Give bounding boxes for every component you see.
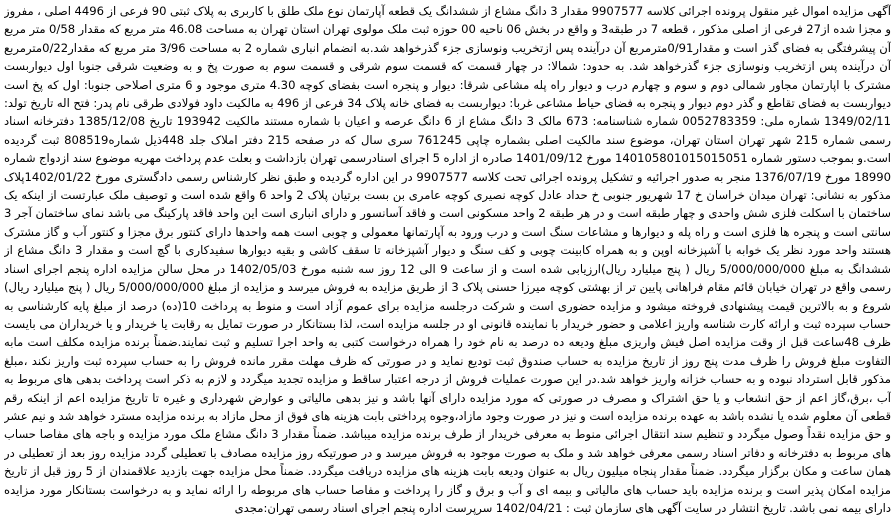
auction-notice-text: آگهی مزایده اموال غیر منقول پرونده اجرائی کلاسه 9907577 مقدار 3 دانگ مشاع از ششدانگ یک قطعه آپارتمان نوع ملک طلق با کاربری به پلاک ثبتی 90 فرعی از 4496 اصلی ، مفروز و مجزا شده از27 فرعی از اصلی مذکور ، قطعه 7 در طبقه3 و واقع در بخش 06 ناحیه 00 حوزه ثبت ملک مولوی تهران استان تهران به مساحت 46.08 متر مربع که مقدار 0/58 متر مربع آن پیشرفتگی به فضای گذر است و مقدار0/91مترمربع آن درآینده پس ازتخریب ونوسازی جزء گذرخواهد شد.به انضمام انباری شماره 2 به مساحت 3/96 متر مربع که مقدار0/22مترمربع آن درآینده پس ازتخریب ونوسازی جزء گذرخواهد شد. به حدود: شمالا: در چهار قسمت که قسمت سوم شرقی و قسمت سوم به صورت پخ و به وضعیت شرقی جنوبا اول دیواربست مشترک با اپارتمان مجاور شمالی دوم و سوم و چهارم درب و دیوار راه پله مشاعی شرقا: دیوار و پنجره است بفضای کوچه 4.30 متری موجود و 6 متری اصلاحی جنوبا: اول که پخ است دیواربست به فضای تقاطع و گذر دوم دیوار و پنجره به فضای حیاط مشاعی غربا: دیواربست به فضای خانه پلاک 34 فرعی از 496 به مالکیت داود فولادی طرقی نام پدر: فتح اله تاریخ تولد: 1349/02/11 شماره ملی: 0052783359 شماره شناسنامه: 673 مالک 3 دانگ مشاع از 6 دانگ عرصه و اعیان با شماره مستند مالکیت 193942 تاریخ 1385/12/08 دفترخانه اسناد رسمی شماره 215 شهر تهران استان تهران، موضوع سند مالکیت اصلی بشماره چاپی 761245 سری سال که در صفحه 215 دفتر املاک جلد 448ذیل شماره808519 ثبت گردیده است.و بموجب دستور شماره 140105801015015051 مورخ 1401/09/12 صادره از اداره 5 اجرای اسنادرسمی تهران بازداشت و بعلت عدم پرداخت مهریه موضوع سند ازدواج شماره 18990 مورخ 1376/07/19 منجر به صدور اجرائیه و تشکیل پرونده اجرائی تحت کلاسه 9907577 در این اداره گردیده و طبق نظر کارشناس رسمی دادگستری مورخ 1402/01/22پلاک مذکور به نشانی: تهران میدان خراسان خ 17 شهریور جنوبی خ حداد عادل کوچه نصیری کوچه عامری بن بست برتیان پلاک 2 واحد 6 واقع شده است و توصیف ملک عبارتست از اینکه یک ساختمان با اسکلت فلزی شش واحدی و چهار طبقه است و در هر طبقه 2 واحد مسکونی است و فاقد آسانسور و دارای انباری است این واحد فاقد پارکینگ می باشد نمای ساختمان آجر 3 سانتی است و پنجره ها فلزی است و راه پله و دیوارها و مشاعات سنگ است و درب ورود به آپارتمانها معمولی و چوبی است همه واحدها دارای کنتور برق مجزا و کنتور آب و گاز مشترک هستند واحد مورد نظر یک خوابه با آشپزخانه اوپن و به همراه کابینت چوبی و کف سنگ و دیوار آشپزخانه تا سقف کاشی و بقیه دیوارها سفیدکاری با گچ است و مقدار 3 دانگ مشاع از ششدانگ به مبلغ 5/000/000/000 ریال ( پنج میلیارد ریال)ارزیابی شده است و از ساعت 9 الی 12 روز سه شنبه مورخ 1402/05/03 در محل سالن مزایده اداره پنجم اجرای اسناد رسمی واقع در تهران خیابان قائم مقام فراهانی پایین تر از بهشتی کوچه میرزا حسنی پلاک 3 از طریق مزایده به فروش میرسد و مزایده از مبلغ 5/000/000/000 ریال ( پنج میلیارد ریال) شروع و به بالاترین قیمت پیشنهادی فروخته میشود و مزایده حضوری است و شرکت درجلسه مزایده برای عموم آزاد است و منوط به پرداخت 10(ده) درصد از مبلغ پایه کارشناسی به حساب سپرده ثبت و ارائه کارت شناسه واریز اعلامی و حضور خریدار با نماینده قانونی او در جلسه مزایده است، لذا بستانکار در صورت تمایل به رقابت یا خریدار و یا خریداران می بایست ظرف 48ساعت قبل از وقت مزایده اصل فیش واریزی مبلغ ودیعه ده درصد به نام خود را همراه درخواست کتبی به واحد اجرا تسلیم و ثبت نمایند.ضمناً برنده مزایده مکلف است مابه التفاوت مبلغ فروش را ظرف مدت پنج روز از تاریخ مزایده به حساب صندوق ثبت تودیع نماید و در صورتی که ظرف مهلت مقرر مانده فروش را به حساب سپرده ثبت واریز نکند ،مبلغ مذکور قابل استرداد نبوده و به حساب خزانه واریز خواهد شد.در این صورت عملیات فروش از درجه اعتبار ساقط و مزایده تجدید میگردد و لازم به ذکر است پرداخت بدهی های مربوط به آب ،برق،گاز اعم از حق انشعاب و یا حق اشتراک و مصرف در صورتی که مورد مزایده دارای آنها باشد و نیز بدهی مالیاتی و عوارض شهرداری و غیره تا تاریخ مزایده اعم از اینکه رقم قطعی آن معلوم شده یا نشده باشد به عهده برنده مزایده است و نیز در صورت وجود مازاد،وجوه پرداختی بابت هزینه های فوق از محل مازاد به برنده مزایده مسترد خواهد شد و نیم عشر و حق مزایده نقداً وصول میگردد و تنظیم سند انتقال اجرائی منوط به معرفی خریدار از طرف برنده مزایده میباشد. ضمناً مقدار 3 دانگ مشاع ملک مورد مزایده و باجه های مفاصا حساب های مربوط به دفترخانه و دفاتر اسناد رسمی معرفی خواهد شد و ملک به صورت موجود به فروش میرسد و در صورتیکه روز مزایده مصادف با تعطیلی گردد مزایده روز بعد از تعطیلی در همان ساعت و مکان برگزار میگردد. ضمناً مقدار پنجاه میلیون ریال به عنوان ودیعه بابت هزینه های مزایده دریافت میگردد. ضمناً محل مزایده جهت بازدید علاقمندان از 5 روز قبل از تاریخ مزایده امکان پذیر است و برنده مزایده باید حساب های مالیاتی و بیمه ای و آب و برق و گاز را پرداخت و مفاصا حساب های مربوطه را ارائه نماید و به درخواست بستانکار مورد مزایده دارای بیمه نمی باشد. تاریخ انتشار در سایت آگهی های سازمان ثبت : 1402/04/21 سرپرست اداره پنجم اجرای اسناد رسمی تهران:مجدی <box>4 4 891 515</box>
